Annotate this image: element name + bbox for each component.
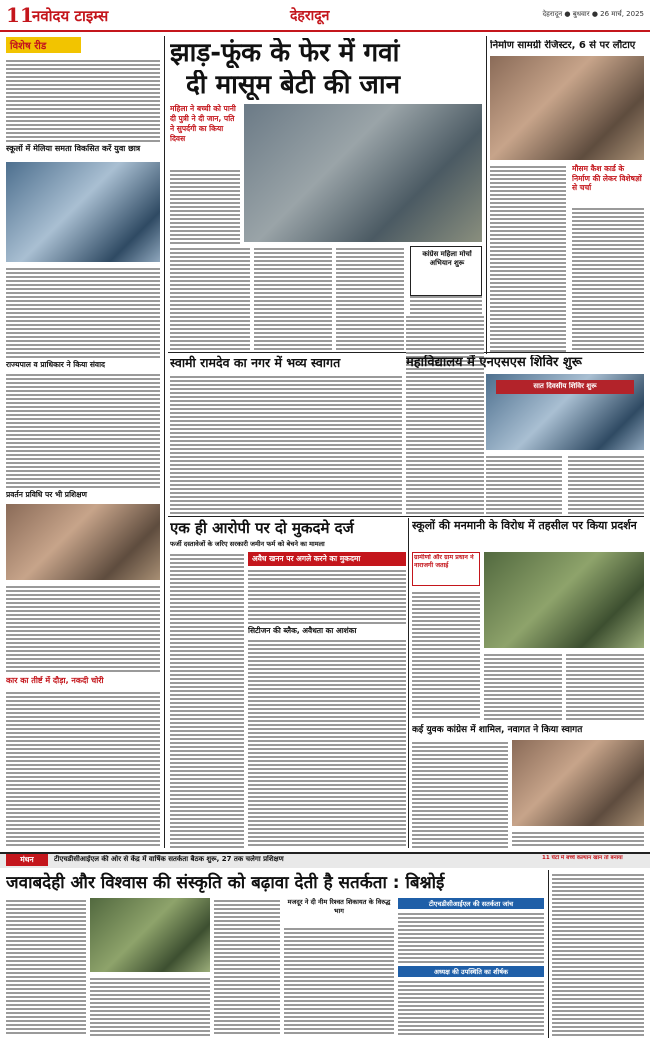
lower-subhead: फर्जी दस्तावेजों के जरिए सरकारी जमीन फर्म को बेचने का मामला [170, 540, 325, 548]
lower-inner-headline: सिटीजन की ब्लैक, अवैधता का आशंका [248, 626, 357, 635]
right-top-body-a [490, 164, 566, 352]
right-divider [486, 36, 487, 354]
left-lead-body [6, 266, 160, 358]
left-event-photo [6, 162, 160, 262]
masthead [0, 0, 650, 32]
bottom-strip-label: मंथन [6, 854, 48, 866]
main-story-body-col1 [170, 168, 240, 244]
bottom-right-strip: 11 घेटों में बच्चे कल्यान खान तो बनाया [542, 855, 623, 861]
nss-banner-text: सात दिवसीय शिविर शुरू [533, 382, 597, 390]
middle-left-headline: स्वामी रामदेव का नगर में भव्य स्वागत [170, 355, 341, 370]
blue-box-1-body [398, 911, 544, 963]
left-lead-headline: स्कूलों में मेलिया समता विकसित करें युवा छात्र [6, 144, 141, 153]
right-side-headline: मौसम कैश कार्ड के निर्माण की लेकर विशेषज्ञों से चर्चा [572, 164, 642, 192]
bottom-mid-body-a [214, 898, 280, 1036]
nss-body-b [568, 454, 644, 514]
right-top-photo [490, 56, 644, 160]
left-sub2-body [6, 584, 160, 674]
bottom-mid-headline: मजदूर ने दी नीम रिश्वत शिकायत के विरुद्ध भाग [287, 898, 391, 915]
bottom-right-divider [548, 870, 549, 1038]
main-story-body-col2 [170, 246, 250, 350]
red-box-body [248, 568, 406, 624]
blue-box-2-title: अध्यक्ष की उपस्थिति का शीर्षक [434, 968, 508, 976]
main-story-photo [244, 104, 482, 242]
youth-congress-photo [512, 740, 644, 826]
blue-box-1-title: टीएचडीसीआईएल की सतर्कता जांच [428, 900, 514, 908]
lower-right-headline-2: कई युवक कांग्रेस में शामिल, नवागत ने किया स्वागत [412, 725, 583, 735]
middle-right-headline: महाविद्यालय में एनएसएस शिविर शुरू [406, 355, 582, 370]
main-story-body-col4 [336, 246, 404, 350]
page-number: 11 [6, 3, 34, 27]
left-sub1-body [6, 372, 160, 488]
left-sub3-headline: कार का तीर्ष्ट में दौड़ा, नकदी चोरी [6, 676, 104, 685]
congress-box-headline: कांग्रेस महिला मोर्चा अभियान शुरू [422, 250, 472, 267]
right-top-headline: निर्माण सामग्री रेजिस्टर, 6 से पर लौटाए [490, 40, 636, 51]
column-divider [164, 36, 165, 848]
lower-right-divider [408, 518, 409, 848]
bottom-photo-body [90, 976, 210, 1036]
bottom-strip-text: टीएचडीसीआईएल की ओर से केंद्र में वार्षिक सतर्कता बैठक शुरू, 27 तक चलेगा प्रशिक्षण [54, 855, 284, 863]
section-name: देहरादून [290, 8, 330, 24]
bottom-group-photo [90, 898, 210, 972]
middle-right-narrow-body [406, 314, 484, 514]
lower-right-body-b [484, 652, 562, 720]
lower-right-body-a [412, 590, 480, 720]
left-sub2-headline: प्रवर्तन प्रविधि पर भी प्रशिक्षण [6, 490, 87, 499]
lower-rule [168, 516, 644, 517]
right-top-body-b [572, 206, 644, 352]
issue-date: देहरादून ● बुधवार ● 26 मार्च, 2025 [542, 10, 644, 18]
main-headline-line2: दी मासूम बेटी की जान [186, 70, 400, 100]
main-caption: महिला ने बच्ची को पानी दी पुत्री ने दी जान, पति ने सुपर्दगी का किया दिवस [170, 104, 236, 143]
bottom-headline: जवाबदेही और विश्वास की संस्कृति को बढ़ावा देती है सतर्कता : बिश्नोई [6, 873, 445, 893]
bottom-mid-body-b [284, 926, 394, 1036]
lower-headline: एक ही आरोपी पर दो मुकदमे दर्ज [170, 519, 354, 537]
left-sub3-body [6, 690, 160, 848]
youth-congress-body [412, 740, 508, 848]
main-story-body-col3 [254, 246, 332, 350]
youth-congress-caption [512, 830, 644, 848]
blue-box-2-body [398, 979, 544, 1036]
nss-body-a [486, 454, 562, 514]
bottom-right-body [552, 872, 644, 1036]
lower-body-col1 [170, 552, 244, 848]
quote-box-text: ग्रामीणों और ग्राम प्रधान ने नाराजगी जताई [414, 554, 474, 569]
paper-name: नवोदय टाइम्स [32, 7, 109, 25]
left-intro-text [6, 58, 160, 142]
left-sub2-photo [6, 504, 160, 580]
left-sub1-headline: राज्यपाल व प्राधिकार ने किया संवाद [6, 360, 106, 369]
lower-inner-body [248, 638, 406, 848]
main-headline-line1: झाड़-फूंक के फेर में गवां [170, 38, 400, 68]
bottom-left-body [6, 898, 86, 1036]
left-section-label-text: विशेष रीड [10, 41, 47, 52]
lower-right-headline-1: स्कूलों की मनमानी के विरोध में तहसील पर किया प्रदर्शन [412, 519, 637, 532]
red-box-headline: अवैध खनन पर अगले करने का मुकदमा [248, 552, 406, 566]
middle-left-body [170, 374, 402, 514]
protest-photo [484, 552, 644, 648]
lower-right-body-c [566, 652, 644, 720]
